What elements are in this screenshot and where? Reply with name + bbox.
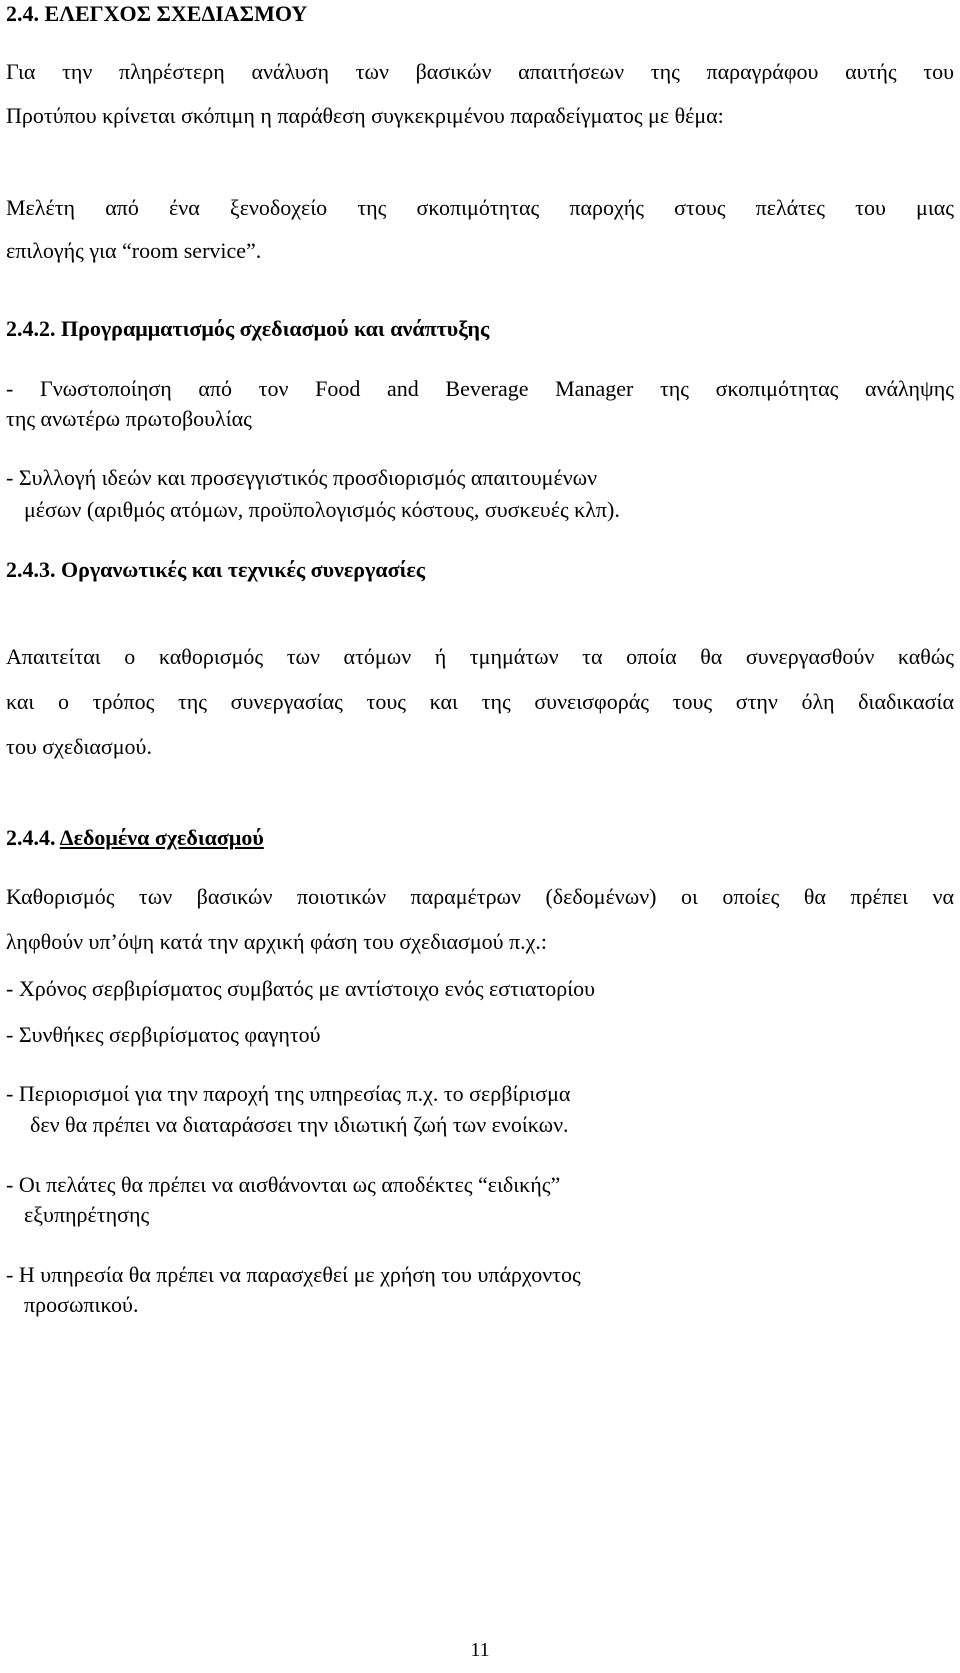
- planning-item-2-line-1: - Συλλογή ιδεών και προσεγγιστικός προσδιορισμός απαιτουμένων: [6, 465, 598, 490]
- heading-2-4-2: 2.4.2. Προγραμματισμός σχεδιασμού και ανάπτυξης: [6, 316, 490, 341]
- intro-line-1: Για την πληρέστερη ανάλυση των βασικών απαιτήσεων της παραγράφου αυτής του: [6, 59, 954, 84]
- section-title: 2.4. ΕΛΕΓΧΟΣ ΣΧΕΔΙΑΣΜΟΥ: [6, 1, 308, 26]
- planning-item-1-line-1: - Γνωστοποίηση από τον Food and Beverage Manager της σκοπιμότητας ανάληψης: [6, 376, 954, 401]
- intro-line-2: Προτύπου κρίνεται σκόπιμη η παράθεση συγκεκριμένου παραδείγματος με θέμα:: [6, 103, 724, 128]
- heading-2-4-4-text: Δεδομένα σχεδιασμού: [59, 825, 264, 850]
- design-data-item-3-line-1: - Περιορισμοί για την παροχή της υπηρεσίας π.χ. το σερβίρισμα: [6, 1081, 571, 1106]
- heading-2-4-3: 2.4.3. Οργανωτικές και τεχνικές συνεργασίες: [6, 557, 426, 582]
- planning-item-1-line-2: της ανωτέρω πρωτοβουλίας: [6, 406, 252, 431]
- design-data-item-5-line-2: προσωπικού.: [24, 1292, 139, 1317]
- design-data-item-2: - Συνθήκες σερβιρίσματος φαγητού: [6, 1022, 321, 1047]
- cooperation-line-2: και ο τρόπος της συνεργασίας τους και της συνεισφοράς τους στην όλη διαδικασία: [6, 689, 954, 714]
- heading-2-4-4: [6, 824, 264, 852]
- page-number: 11: [470, 1639, 490, 1661]
- planning-item-2-line-2: μέσων (αριθμός ατόμων, προϋπολογισμός κόστους, συσκευές κλπ).: [24, 497, 620, 522]
- cooperation-line-3: του σχεδιασμού.: [6, 734, 152, 759]
- example-line-1: Μελέτη από ένα ξενοδοχείο της σκοπιμότητας παροχής στους πελάτες του μιας: [6, 195, 954, 220]
- heading-2-4-4-number: 2.4.4.: [6, 825, 60, 850]
- example-line-2: επιλογής για “room service”.: [6, 238, 262, 263]
- design-data-line-2: ληφθούν υπ’όψη κατά την αρχική φάση του σχεδιασμού π.χ.:: [6, 929, 548, 954]
- design-data-line-1: Καθορισμός των βασικών ποιοτικών παραμέτρων (δεδομένων) οι οποίες θα πρέπει να: [6, 884, 954, 909]
- design-data-item-5-line-1: - Η υπηρεσία θα πρέπει να παρασχεθεί με χρήση του υπάρχοντος: [6, 1262, 581, 1287]
- design-data-item-3-line-2: δεν θα πρέπει να διαταράσσει την ιδιωτική ζωή των ενοίκων.: [30, 1112, 569, 1137]
- cooperation-line-1: Απαιτείται ο καθορισμός των ατόμων ή τμημάτων τα οποία θα συνεργασθούν καθώς: [6, 644, 954, 669]
- design-data-item-4-line-1: - Οι πελάτες θα πρέπει να αισθάνονται ως αποδέκτες “ειδικής”: [6, 1172, 561, 1197]
- design-data-item-1: - Χρόνος σερβιρίσματος συμβατός με αντίστοιχο ενός εστιατορίου: [6, 976, 596, 1001]
- design-data-item-4-line-2: εξυπηρέτησης: [24, 1202, 150, 1227]
